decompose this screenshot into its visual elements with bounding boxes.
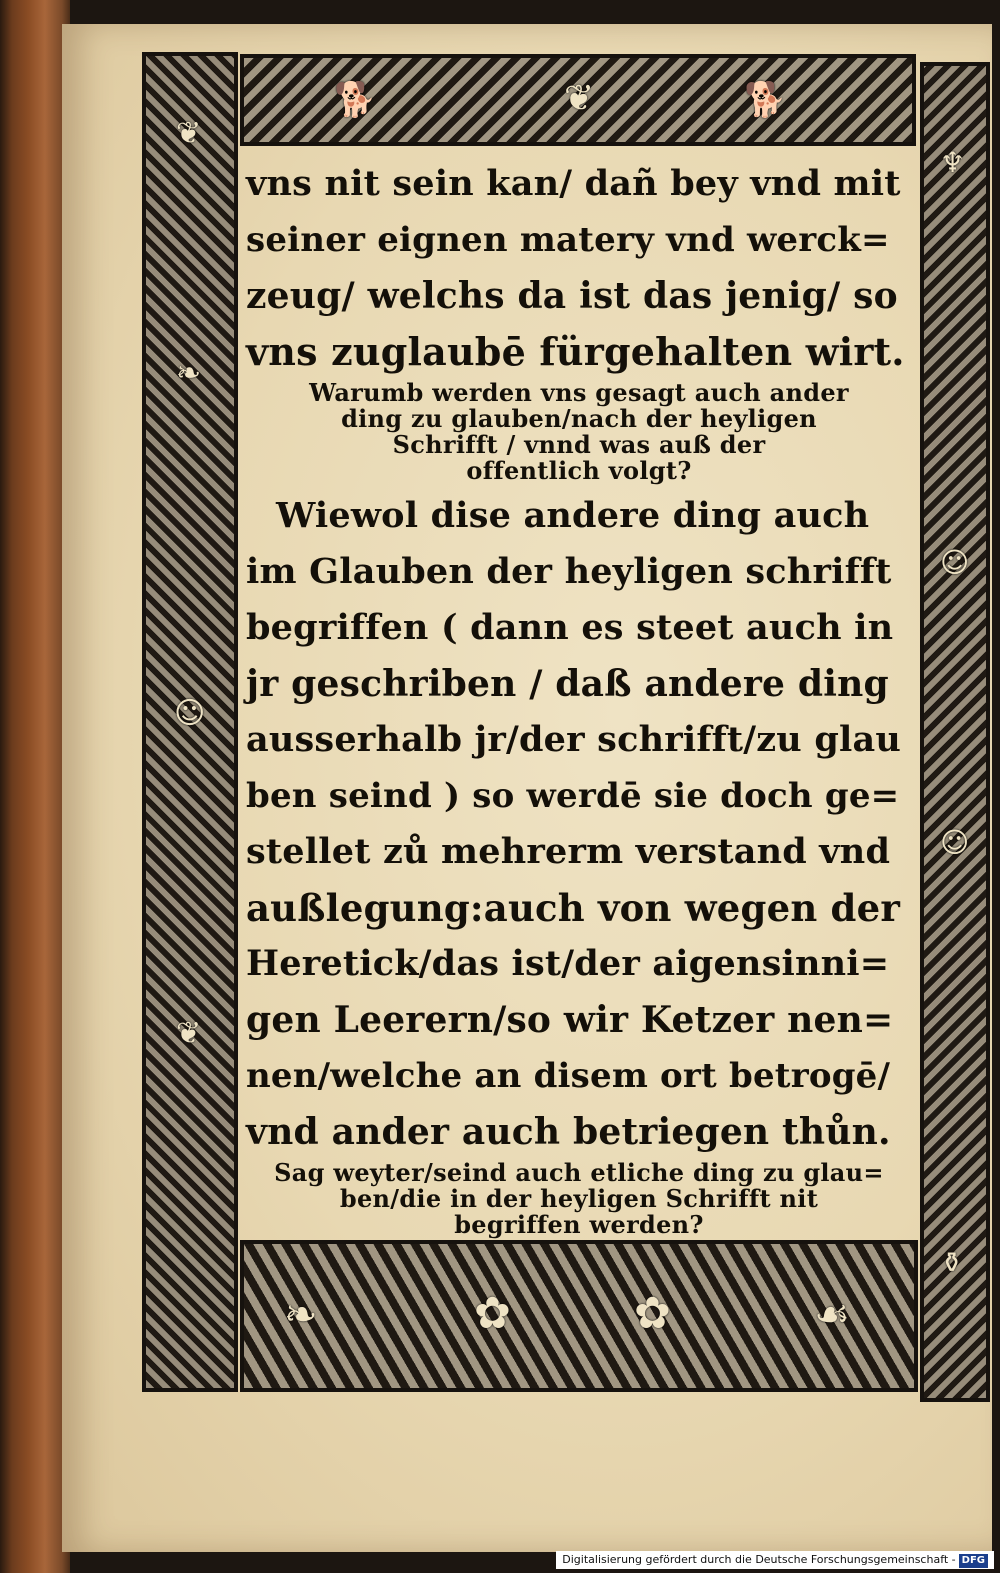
woodcut-border-left <box>142 52 238 1392</box>
text-line: im Glauben der heyligen schrifft <box>246 551 892 592</box>
text-line: zeug/ welchs da ist das jenig/ so <box>246 275 898 317</box>
flower-ornament-icon: ✿ <box>474 1288 511 1339</box>
text-line: gen Leerern/so wir Ketzer nen= <box>246 999 894 1041</box>
woodcut-border-top <box>240 54 916 146</box>
foliage-ornament-icon: ❦ <box>176 116 202 151</box>
foliage-ornament-icon: ❦ <box>564 78 595 119</box>
question-line: Schrifft / vnnd was auß der <box>392 430 766 459</box>
text-line: ausserhalb jr/der schrifft/zu glau <box>246 719 902 760</box>
foliage-ornament-icon: ❧ <box>176 356 202 391</box>
dragon-ornament-icon: ☙ <box>814 1292 850 1338</box>
text-line: vnd ander auch betriegen thůn. <box>246 1111 891 1153</box>
dragon-ornament-icon: ❧ <box>284 1292 318 1338</box>
woodcut-border-right <box>920 62 990 1402</box>
text-line: nen/welche an disem ort betrogē/ <box>246 1056 891 1096</box>
text-line: ben seind ) so werdē sie doch ge= <box>246 776 900 816</box>
question-line: Sag weyter/seind auch etliche ding zu glau= <box>274 1158 884 1187</box>
text-line: Wiewol dise andere ding auch <box>276 495 870 536</box>
woodcut-border-bottom <box>240 1240 918 1392</box>
page-text <box>246 156 912 1239</box>
text-line: außlegung:auch von wegen der <box>246 886 901 930</box>
foliage-ornament-icon: ❦ <box>176 1016 202 1051</box>
hound-ornament-icon: 🐕 <box>334 80 377 120</box>
text-line: vns nit sein kan/ dañ bey vnd mit <box>246 163 901 204</box>
vase-ornament-icon: ⚱ <box>940 1246 964 1279</box>
flower-ornament-icon: ✿ <box>634 1288 671 1339</box>
text-line: stellet zů mehrerm verstand vnd <box>246 831 891 872</box>
question-line: ding zu glauben/nach der heyligen <box>341 404 817 433</box>
question-line: Warumb werden vns gesagt auch ander <box>309 378 849 407</box>
figure-ornament-icon: ♆ <box>940 146 966 179</box>
hound-ornament-icon: 🐕 <box>744 80 787 120</box>
question-line: ben/die in der heyligen Schrifft nit <box>339 1184 819 1213</box>
mask-ornament-icon: ☺ <box>940 826 970 859</box>
mask-ornament-icon: ☺ <box>940 546 970 579</box>
book-spine-edge <box>0 0 70 1573</box>
text-line: seiner eignen matery vnd werck= <box>246 220 890 260</box>
text-line: jr geschriben / daß andere ding <box>246 663 889 705</box>
text-line: Heretick/das ist/der aigensinni= <box>246 943 890 984</box>
digitization-credit <box>556 1551 994 1569</box>
credit-text: Digitalisierung gefördert durch die Deutsche Forschungsgemeinschaft - <box>562 1553 956 1566</box>
dfg-logo: DFG <box>959 1554 988 1568</box>
question-line: offentlich volgt? <box>466 456 692 485</box>
text-line: vns zuglaubē fürgehalten wirt. <box>246 329 905 374</box>
text-line: begriffen ( dann es steet auch in <box>246 607 894 648</box>
mask-ornament-icon: ☺ <box>174 696 206 731</box>
question-line: begriffen werden? <box>454 1210 704 1239</box>
